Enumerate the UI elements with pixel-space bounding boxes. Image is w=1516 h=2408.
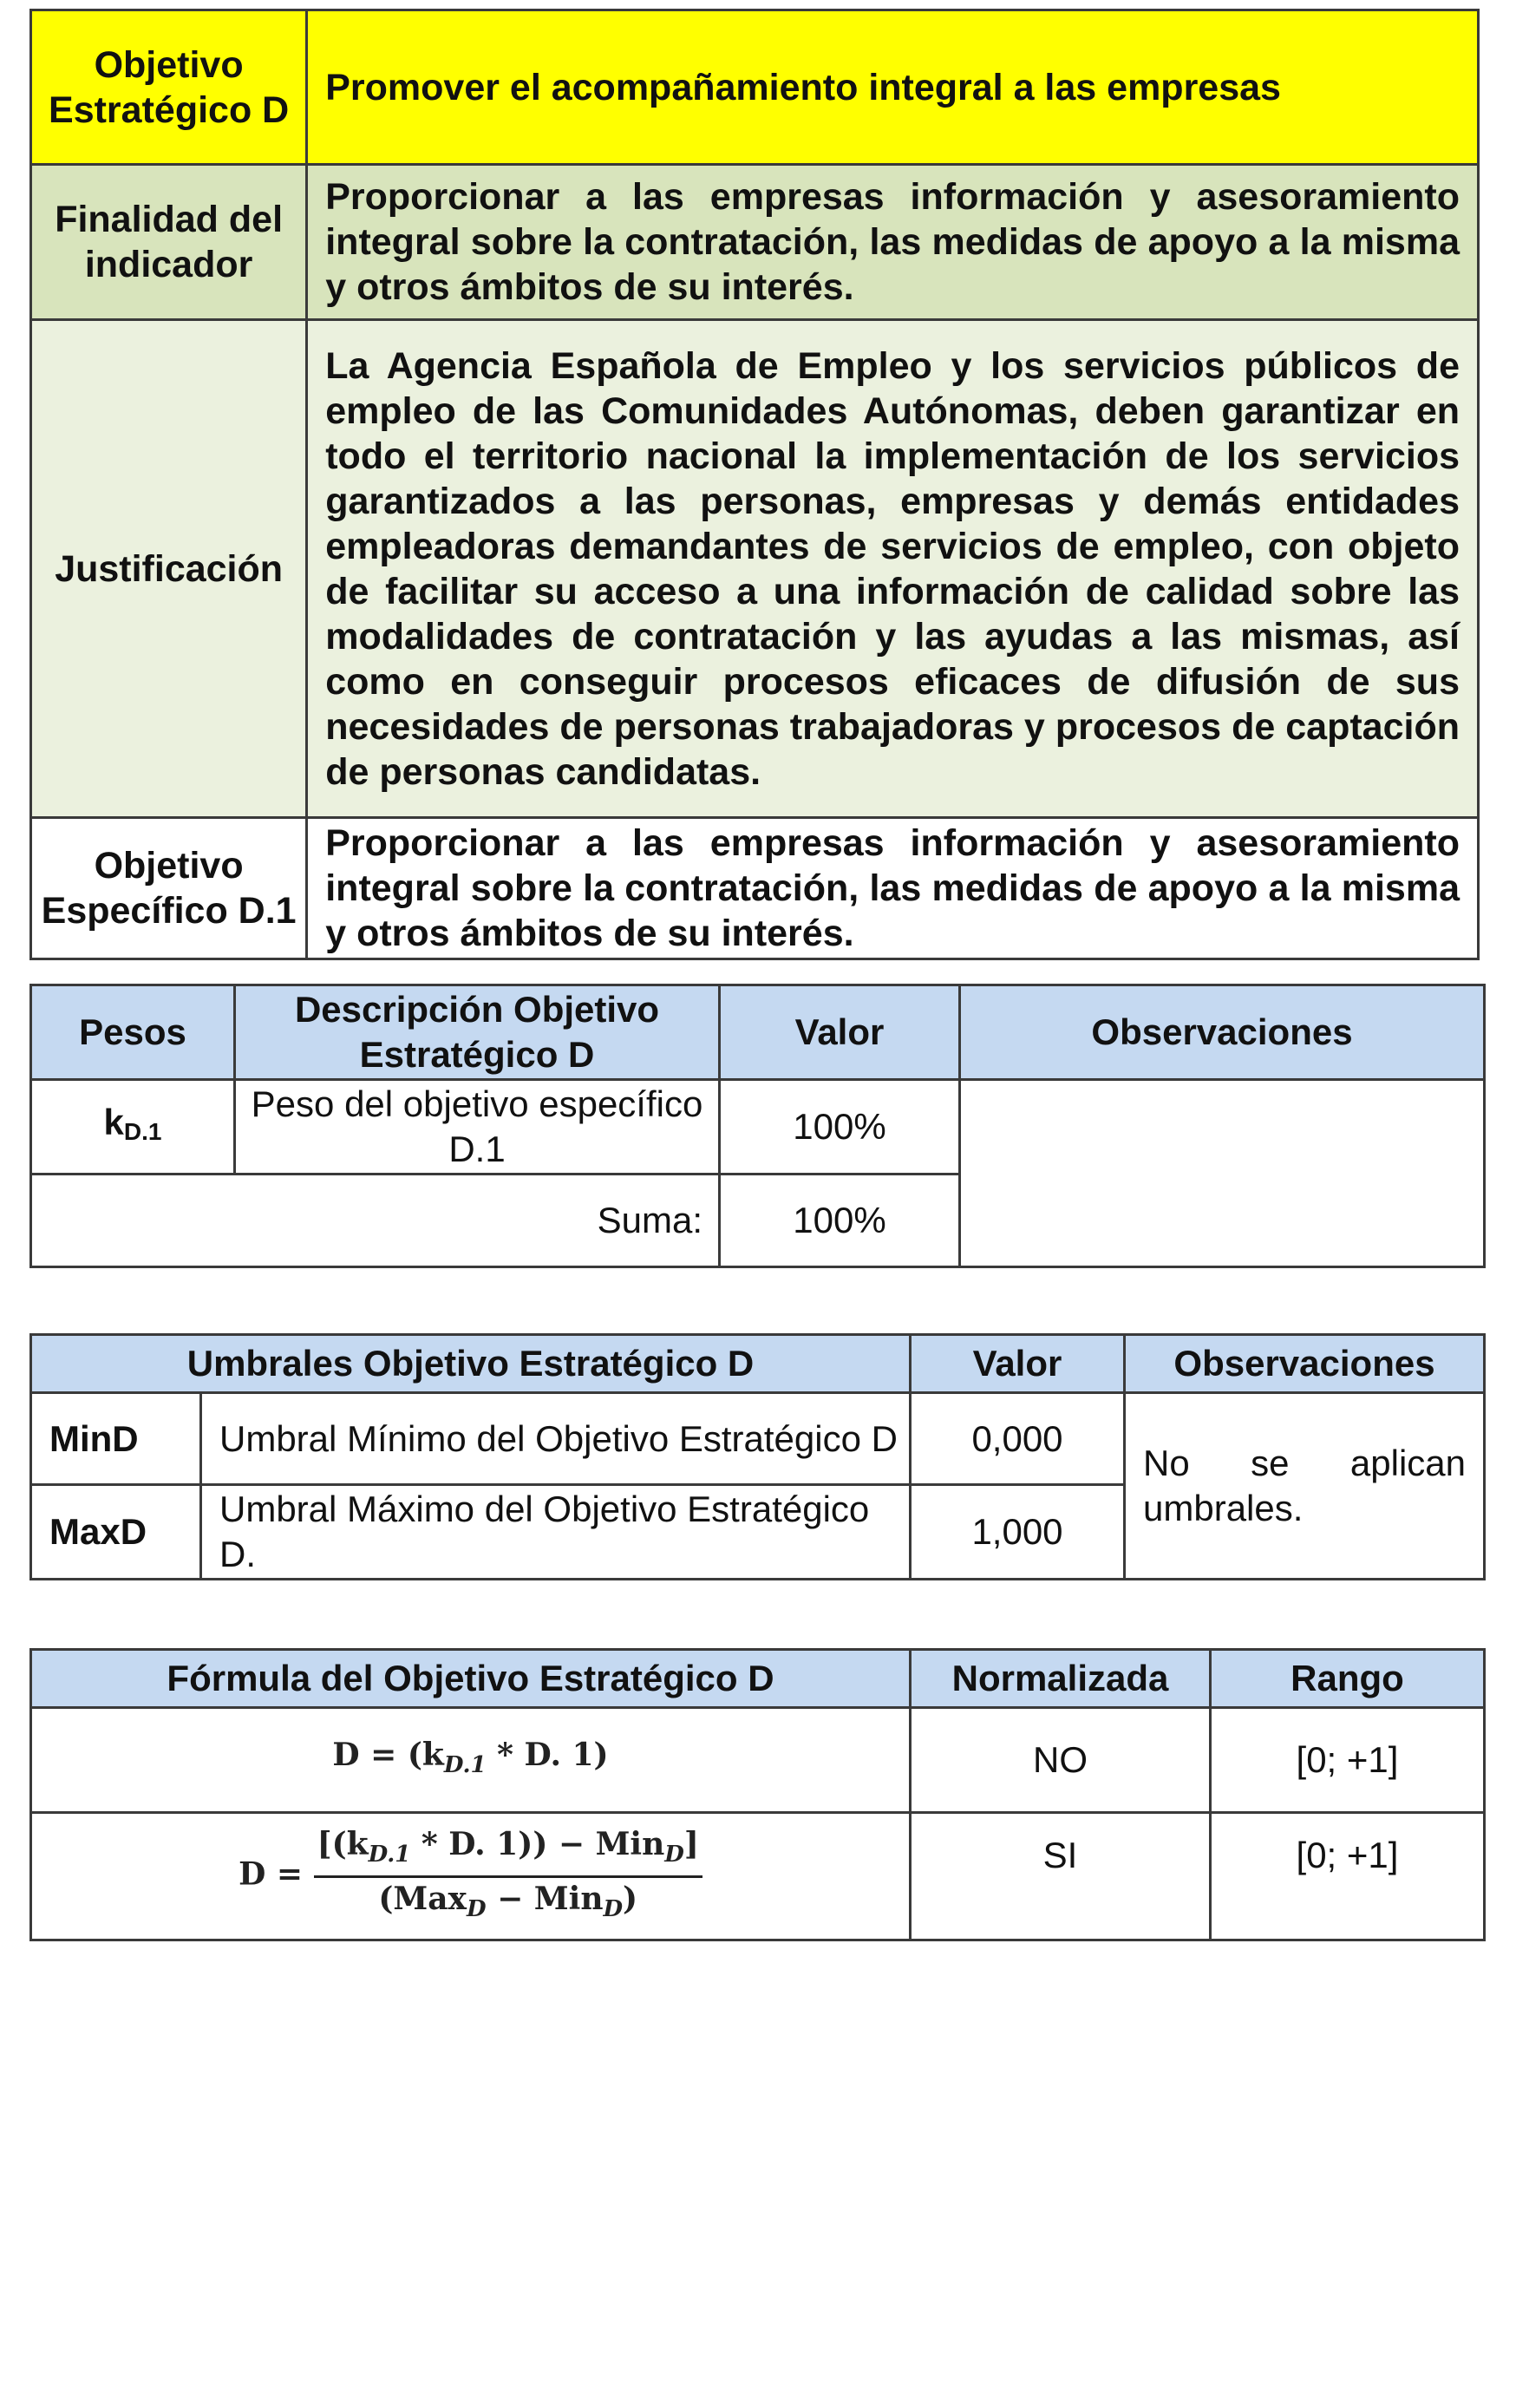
objective-label: Objetivo Estratégico D (49, 43, 290, 131)
thresholds-header-title: Umbrales Objetivo Estratégico D (31, 1335, 911, 1393)
weights-table (29, 984, 1486, 1268)
purpose-label-cell (31, 165, 307, 320)
weights-header-observations: Observaciones (960, 985, 1485, 1080)
specific-objective-text: Proporcionar a las empresas información y asesoramiento integral sobre la contratación, las medidas de apoyo a la misma y otros ámbitos de su interés. (325, 822, 1460, 954)
purpose-text-cell (307, 165, 1479, 320)
formula-table (29, 1648, 1486, 1941)
thresholds-table (29, 1333, 1486, 1580)
formula-normalized: D = $\frac{[(k_{D.1} * D. 1)) - Min_D]}{(Max_D - Min_D)}$ (31, 1813, 911, 1940)
justification-label: Justificación (55, 547, 284, 590)
weights-header-value: Valor (720, 985, 960, 1080)
formula-numerator: [($k_{D.1}$ * D. 1)) − Min$_D$] (314, 1825, 702, 1878)
objective-label-cell (31, 10, 307, 165)
formula-header-normalized: Normalizada (911, 1650, 1211, 1708)
weight-value: 100% (720, 1080, 960, 1175)
formula-denominator: (Max$_D$ − Min$_D$) (378, 1880, 638, 1922)
objective-text: Promover el acompañamiento integral a las empresas (325, 66, 1281, 108)
weights-observations-cell (960, 1080, 1485, 1267)
justification-text: La Agencia Española de Empleo y los servicios públicos de empleo de las Comunidades Autónomas, deben garantizar en todo el territorio nacional la implementación de los servicios garantizados a las personas, empresas y demás entidades empleadoras demandantes de servicios de empleo, con objeto de facilitar su acceso a una información de calidad sobre las modalidades de contratación y las ayudas a las mismas, así como en conseguir procesos eficaces de difusión de sus necesidades de personas trabajadoras y procesos de captación de personas candidatas. (325, 344, 1460, 793)
formula-header-title: Fórmula del Objetivo Estratégico D (31, 1650, 911, 1708)
formula-header-range: Rango (1211, 1650, 1485, 1708)
justification-label-cell (31, 320, 307, 818)
range-row1: [0; +1] (1211, 1708, 1485, 1813)
thresholds-observation: No se aplican umbrales. (1125, 1393, 1485, 1580)
specific-objective-label: Objetivo Específico D.1 (41, 845, 297, 932)
objective-definition-table (29, 9, 1480, 960)
range-row2: [0; +1] (1211, 1813, 1485, 1940)
specific-objective-label-cell (31, 818, 307, 959)
formula-not-normalized: $D = (k_{D.1} * D$. 1) (31, 1708, 911, 1813)
specific-objective-text-cell (307, 818, 1479, 959)
formula-fraction (314, 1825, 702, 1928)
weight-description: Peso del objetivo específico D.1 (235, 1080, 720, 1175)
normalized-si: SI (911, 1813, 1211, 1940)
threshold-max-code: MaxD (31, 1485, 201, 1580)
objective-text-cell (307, 10, 1479, 165)
threshold-max-description: Umbral Máximo del Objetivo Estratégico D. (201, 1485, 911, 1580)
threshold-min-value: 0,000 (911, 1393, 1125, 1485)
justification-text-cell (307, 320, 1479, 818)
thresholds-header-value: Valor (911, 1335, 1125, 1393)
purpose-label: Finalidad del indicador (55, 199, 284, 285)
weights-header-description: Descripción Objetivo Estratégico D (235, 985, 720, 1080)
thresholds-header-observations: Observaciones (1125, 1335, 1485, 1393)
weight-symbol: $k_{D.1}$ (31, 1080, 235, 1175)
sum-value: 100% (720, 1175, 960, 1267)
threshold-max-value: 1,000 (911, 1485, 1125, 1580)
sum-label: Suma: (31, 1175, 720, 1267)
purpose-text: Proporcionar a las empresas información y asesoramiento integral sobre la contratación, las medidas de apoyo a la misma y otros ámbitos de su interés. (325, 176, 1460, 308)
normalized-no: NO (911, 1708, 1211, 1813)
weights-header-pesos: Pesos (31, 985, 235, 1080)
threshold-min-code: MinD (31, 1393, 201, 1485)
threshold-min-description: Umbral Mínimo del Objetivo Estratégico D (201, 1393, 911, 1485)
